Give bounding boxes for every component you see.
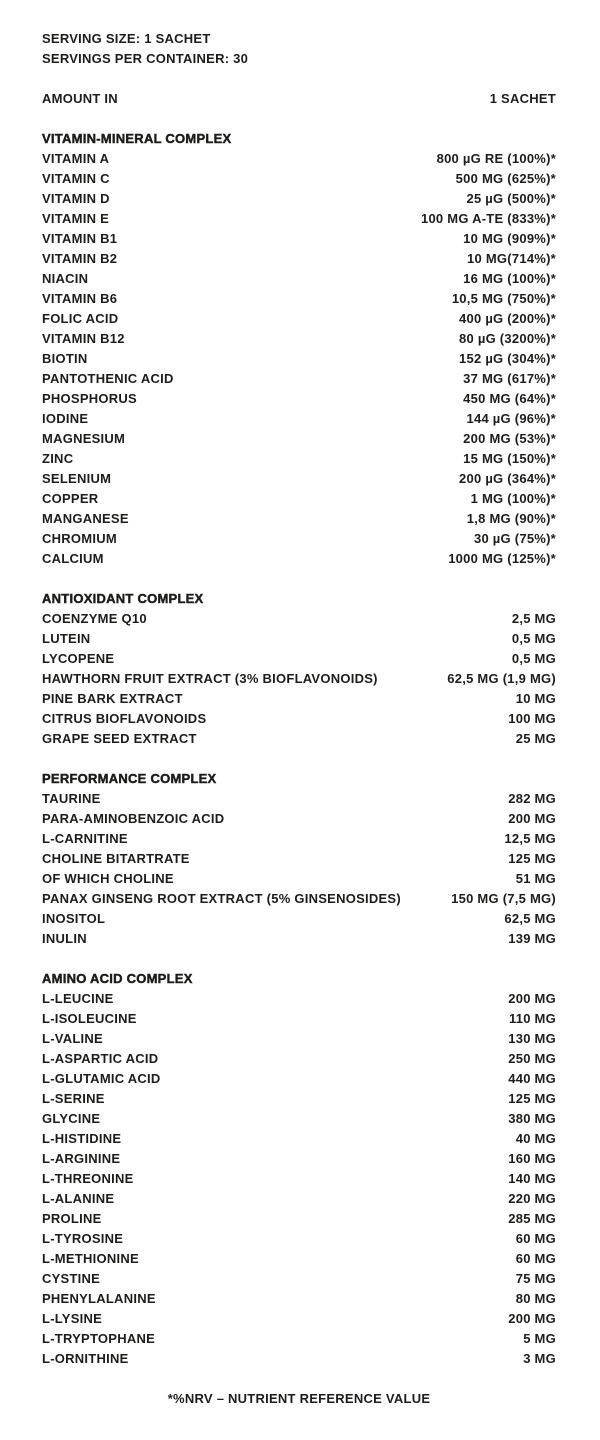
- table-row: [42, 309, 556, 329]
- nrv-footnote: *%NRV – NUTRIENT REFERENCE VALUE: [167, 1391, 431, 1406]
- ingredient-name: VITAMIN D: [42, 191, 110, 206]
- table-row: [42, 389, 556, 409]
- ingredient-name: L-ORNITHINE: [42, 1351, 129, 1366]
- table-row: [42, 829, 556, 849]
- table-row: [42, 429, 556, 449]
- ingredient-amount: 25 µG (500%)*: [466, 191, 556, 206]
- section: [42, 589, 556, 749]
- ingredient-name: L-ISOLEUCINE: [42, 1011, 137, 1026]
- ingredient-name: L-CARNITINE: [42, 831, 128, 846]
- ingredient-amount: 800 µG RE (100%)*: [436, 151, 556, 166]
- section-title: PERFORMANCE COMPLEX: [42, 771, 217, 786]
- ingredient-amount: 100 MG A-TE (833%)*: [420, 211, 556, 226]
- ingredient-amount: 200 MG (53%)*: [463, 431, 556, 446]
- ingredient-amount: 285 MG: [508, 1211, 556, 1226]
- table-row: [42, 1129, 556, 1149]
- table-row: [42, 549, 556, 569]
- ingredient-name: L-TRYPTOPHANE: [42, 1331, 156, 1346]
- ingredient-name: GRAPE SEED EXTRACT: [42, 731, 197, 746]
- ingredient-amount: 0,5 MG: [511, 651, 556, 666]
- table-row: [42, 469, 556, 489]
- ingredient-amount: 200 µG (364%)*: [459, 471, 556, 486]
- ingredient-amount: 3 MG: [523, 1351, 556, 1366]
- section-title: AMINO ACID COMPLEX: [42, 971, 193, 986]
- table-row: [42, 329, 556, 349]
- ingredient-amount: 80 µG (3200%)*: [459, 331, 556, 346]
- ingredient-amount: 30 µG (75%)*: [473, 531, 556, 546]
- ingredient-amount: 1,8 MG (90%)*: [466, 511, 556, 526]
- serving-info-block: [42, 29, 556, 69]
- table-row: [42, 669, 556, 689]
- ingredient-name: ZINC: [42, 451, 74, 466]
- ingredient-amount: 40 MG: [515, 1131, 556, 1146]
- ingredient-amount: 1 MG (100%)*: [470, 491, 556, 506]
- ingredient-amount: 60 MG: [515, 1251, 556, 1266]
- ingredient-name: GLYCINE: [42, 1111, 101, 1126]
- ingredient-amount: 125 MG: [508, 851, 556, 866]
- ingredient-name: L-HISTIDINE: [42, 1131, 122, 1146]
- ingredient-name: HAWTHORN FRUIT EXTRACT (3% BIOFLAVONOIDS): [42, 671, 378, 686]
- ingredient-name: IODINE: [42, 411, 89, 426]
- sections-container: [42, 129, 556, 1369]
- servings-per-container-text: SERVINGS PER CONTAINER: 30: [42, 51, 249, 66]
- ingredient-amount: 125 MG: [508, 1091, 556, 1106]
- ingredient-name: LUTEIN: [42, 631, 91, 646]
- ingredient-name: L-VALINE: [42, 1031, 103, 1046]
- table-row: [42, 1009, 556, 1029]
- ingredient-amount: 51 MG: [515, 871, 556, 886]
- table-row: [42, 229, 556, 249]
- ingredient-name: INOSITOL: [42, 911, 106, 926]
- table-row: [42, 629, 556, 649]
- ingredient-name: VITAMIN B12: [42, 331, 125, 346]
- ingredient-name: CYSTINE: [42, 1271, 101, 1286]
- ingredient-name: CALCIUM: [42, 551, 104, 566]
- table-row: [42, 1309, 556, 1329]
- ingredient-amount: 2,5 MG: [511, 611, 556, 626]
- ingredient-amount: 37 MG (617%)*: [463, 371, 556, 386]
- table-row: [42, 189, 556, 209]
- ingredient-name: CHOLINE BITARTRATE: [42, 851, 190, 866]
- table-row: [42, 409, 556, 429]
- ingredient-amount: 200 MG: [508, 1311, 556, 1326]
- ingredient-name: VITAMIN B1: [42, 231, 118, 246]
- ingredient-amount: 10 MG (909%)*: [463, 231, 556, 246]
- ingredient-amount: 62,5 MG: [504, 911, 556, 926]
- table-row: [42, 369, 556, 389]
- table-row: [42, 729, 556, 749]
- ingredient-name: FOLIC ACID: [42, 311, 119, 326]
- ingredient-amount: 150 MG (7,5 MG): [451, 891, 556, 906]
- section: [42, 969, 556, 1369]
- ingredient-name: PARA-AMINOBENZOIC ACID: [42, 811, 225, 826]
- table-row: [42, 449, 556, 469]
- ingredient-amount: 10,5 MG (750%)*: [451, 291, 556, 306]
- ingredient-amount: 400 µG (200%)*: [459, 311, 556, 326]
- table-row: [42, 869, 556, 889]
- ingredient-amount: 60 MG: [515, 1231, 556, 1246]
- ingredient-name: L-LYSINE: [42, 1311, 103, 1326]
- ingredient-amount: 10 MG: [515, 691, 556, 706]
- ingredient-name: CHROMIUM: [42, 531, 117, 546]
- table-row: [42, 1249, 556, 1269]
- ingredient-amount: 152 µG (304%)*: [459, 351, 556, 366]
- ingredient-amount: 75 MG: [515, 1271, 556, 1286]
- ingredient-name: MAGNESIUM: [42, 431, 126, 446]
- ingredient-amount: 282 MG: [508, 791, 556, 806]
- table-row: [42, 1349, 556, 1369]
- ingredient-name: VITAMIN B2: [42, 251, 118, 266]
- table-row: [42, 1209, 556, 1229]
- ingredient-name: L-SERINE: [42, 1091, 105, 1106]
- table-row: [42, 249, 556, 269]
- table-row: [42, 709, 556, 729]
- amount-in-value: 1 SACHET: [489, 91, 556, 106]
- ingredient-amount: 1000 MG (125%)*: [448, 551, 556, 566]
- table-row: [42, 909, 556, 929]
- ingredient-name: BIOTIN: [42, 351, 88, 366]
- table-row: [42, 209, 556, 229]
- ingredient-name: COPPER: [42, 491, 99, 506]
- table-row: [42, 509, 556, 529]
- ingredient-name: L-GLUTAMIC ACID: [42, 1071, 161, 1086]
- ingredient-amount: 62,5 MG (1,9 MG): [447, 671, 556, 686]
- ingredient-name: L-METHIONINE: [42, 1251, 139, 1266]
- table-row: [42, 1269, 556, 1289]
- section-title: VITAMIN-MINERAL COMPLEX: [42, 131, 232, 146]
- table-row: [42, 269, 556, 289]
- table-row: [42, 1329, 556, 1349]
- table-row: [42, 1169, 556, 1189]
- section-title: ANTIOXIDANT COMPLEX: [42, 591, 204, 606]
- table-row: [42, 349, 556, 369]
- ingredient-name: INULIN: [42, 931, 87, 946]
- ingredient-amount: 0,5 MG: [511, 631, 556, 646]
- table-row: [42, 169, 556, 189]
- ingredient-amount: 130 MG: [508, 1031, 556, 1046]
- ingredient-name: L-ASPARTIC ACID: [42, 1051, 159, 1066]
- ingredient-name: L-ALANINE: [42, 1191, 115, 1206]
- table-row: [42, 889, 556, 909]
- table-row: [42, 289, 556, 309]
- ingredient-amount: 500 MG (625%)*: [455, 171, 556, 186]
- ingredient-name: PINE BARK EXTRACT: [42, 691, 183, 706]
- ingredient-amount: 144 µG (96%)*: [466, 411, 556, 426]
- ingredient-name: PANAX GINSENG ROOT EXTRACT (5% GINSENOSIDES): [42, 891, 401, 906]
- ingredient-name: PROLINE: [42, 1211, 102, 1226]
- ingredient-amount: 220 MG: [508, 1191, 556, 1206]
- ingredient-name: L-TYROSINE: [42, 1231, 124, 1246]
- serving-size-text: SERVING SIZE: 1 SACHET: [42, 31, 211, 46]
- table-row: [42, 1109, 556, 1129]
- ingredient-amount: 12,5 MG: [504, 831, 556, 846]
- ingredient-amount: 110 MG: [508, 1011, 556, 1026]
- section: [42, 769, 556, 949]
- ingredient-name: VITAMIN C: [42, 171, 110, 186]
- table-row: [42, 789, 556, 809]
- table-row: [42, 609, 556, 629]
- table-row: [42, 1029, 556, 1049]
- table-row: [42, 849, 556, 869]
- ingredient-amount: 15 MG (150%)*: [463, 451, 556, 466]
- table-row: [42, 489, 556, 509]
- ingredient-amount: 16 MG (100%)*: [463, 271, 556, 286]
- ingredient-name: OF WHICH CHOLINE: [42, 871, 174, 886]
- ingredient-amount: 80 MG: [515, 1291, 556, 1306]
- section: [42, 129, 556, 569]
- table-row: [42, 929, 556, 949]
- table-row: [42, 689, 556, 709]
- table-row: [42, 1049, 556, 1069]
- table-row: [42, 1229, 556, 1249]
- ingredient-amount: 100 MG: [508, 711, 556, 726]
- ingredient-name: COENZYME Q10: [42, 611, 147, 626]
- table-row: [42, 1289, 556, 1309]
- ingredient-name: VITAMIN E: [42, 211, 110, 226]
- table-row: [42, 149, 556, 169]
- ingredient-name: L-ARGININE: [42, 1151, 121, 1166]
- ingredient-amount: 440 MG: [508, 1071, 556, 1086]
- ingredient-name: PHENYLALANINE: [42, 1291, 156, 1306]
- table-row: [42, 989, 556, 1009]
- ingredient-amount: 380 MG: [508, 1111, 556, 1126]
- ingredient-name: PHOSPHORUS: [42, 391, 137, 406]
- ingredient-amount: 200 MG: [508, 811, 556, 826]
- table-row: [42, 1149, 556, 1169]
- ingredient-amount: 140 MG: [508, 1171, 556, 1186]
- ingredient-name: L-THREONINE: [42, 1171, 134, 1186]
- ingredient-amount: 10 MG(714%)*: [467, 251, 556, 266]
- ingredient-amount: 200 MG: [508, 991, 556, 1006]
- ingredient-name: L-LEUCINE: [42, 991, 114, 1006]
- ingredient-name: CITRUS BIOFLAVONOIDS: [42, 711, 207, 726]
- ingredient-amount: 450 MG (64%)*: [463, 391, 556, 406]
- table-row: [42, 649, 556, 669]
- table-row: [42, 529, 556, 549]
- ingredient-name: LYCOPENE: [42, 651, 115, 666]
- ingredient-amount: 25 MG: [515, 731, 556, 746]
- table-row: [42, 809, 556, 829]
- table-row: [42, 1089, 556, 1109]
- amount-in-label: AMOUNT IN: [42, 91, 118, 106]
- table-row: [42, 1189, 556, 1209]
- ingredient-amount: 139 MG: [508, 931, 556, 946]
- ingredient-name: PANTOTHENIC ACID: [42, 371, 174, 386]
- ingredient-name: NIACIN: [42, 271, 89, 286]
- ingredient-amount: 250 MG: [508, 1051, 556, 1066]
- ingredient-name: MANGANESE: [42, 511, 129, 526]
- table-row: [42, 1069, 556, 1089]
- ingredient-amount: 160 MG: [508, 1151, 556, 1166]
- amount-header-row: [42, 89, 556, 109]
- ingredient-amount: 5 MG: [523, 1331, 556, 1346]
- ingredient-name: VITAMIN B6: [42, 291, 118, 306]
- ingredient-name: SELENIUM: [42, 471, 112, 486]
- ingredient-name: TAURINE: [42, 791, 101, 806]
- ingredient-name: VITAMIN A: [42, 151, 110, 166]
